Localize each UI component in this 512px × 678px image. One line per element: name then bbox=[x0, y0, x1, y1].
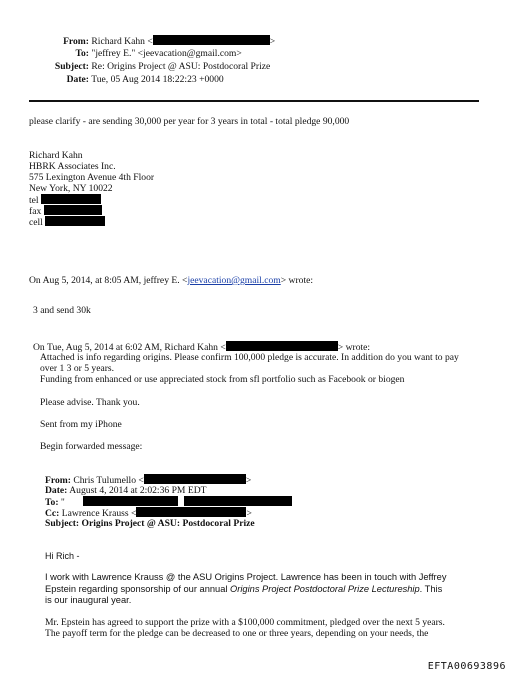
fwd-cc-label: Cc: bbox=[45, 508, 60, 519]
reply2-line2: over 1 3 or 5 years. bbox=[40, 363, 115, 374]
body-line1: please clarify - are sending 30,000 per year for 3 years in total - total pledge 90,000 bbox=[29, 116, 350, 127]
redaction-block bbox=[136, 507, 246, 517]
fwd-from-value: Chris Tulumello < bbox=[73, 475, 144, 486]
subject-value: Re: Origins Project @ ASU: Postdocoral Prize bbox=[91, 61, 271, 72]
redaction-block bbox=[44, 205, 102, 215]
signature-address: 575 Lexington Avenue 4th Floor bbox=[29, 172, 155, 183]
fwd-to-label: To: bbox=[45, 497, 59, 508]
header-subject bbox=[15, 61, 270, 73]
fwd-to-value: " bbox=[60, 497, 65, 508]
signature-name: Richard Kahn bbox=[29, 150, 83, 161]
redaction-block bbox=[226, 341, 338, 351]
sent-from: Sent from my iPhone bbox=[40, 419, 122, 430]
reply1-text: 3 and send 30k bbox=[33, 305, 91, 316]
fwd-para2-b: The payoff term for the pledge can be decreased to one or three years, depending on your needs, the bbox=[45, 628, 429, 639]
redaction-block bbox=[41, 194, 101, 204]
fwd-from: From: Chris Tulumello < > bbox=[45, 475, 252, 486]
fwd-para1-b-end: . This bbox=[419, 583, 443, 594]
reply2-line3: Funding from enhanced or use appreciated stock from sfl portfolio such as Facebook or biogen bbox=[40, 374, 405, 385]
fwd-para2-a: Mr. Epstein has agreed to support the prize with a $100,000 commitment, pledged over the next 5 years. bbox=[45, 617, 445, 628]
header-divider bbox=[29, 100, 479, 102]
fwd-subject-label: Subject: bbox=[45, 518, 80, 529]
signature-company: HBRK Associates Inc. bbox=[29, 161, 116, 172]
redaction-block bbox=[83, 496, 178, 506]
reply2-line1: Attached is info regarding origins. Please confirm 100,000 pledge is accurate. In addition do you want to pay bbox=[40, 352, 459, 363]
fwd-para1-a: I work with Lawrence Krauss @ the ASU Origins Project. Lawrence has been in touch with Jeffrey bbox=[45, 572, 447, 582]
fwd-para1-b bbox=[45, 584, 442, 596]
to-value: "jeffrey E." <jeevacation@gmail.com> bbox=[91, 48, 242, 59]
fwd-para1-c: is our inaugural year. bbox=[45, 595, 132, 605]
date-value: Tue, 05 Aug 2014 18:22:23 +0000 bbox=[91, 74, 224, 85]
fwd-subject bbox=[45, 518, 255, 530]
redaction-block bbox=[45, 216, 105, 226]
fwd-date-value: August 4, 2014 at 2:02:36 PM EDT bbox=[69, 485, 207, 496]
signature-cell bbox=[29, 216, 105, 229]
reply2-prefix: On Tue, Aug 5, 2014 at 6:02 AM, Richard Kahn < bbox=[33, 342, 226, 353]
subject-label: Subject: bbox=[54, 61, 89, 72]
reply1-prefix: On Aug 5, 2014, at 8:05 AM, jeffrey E. < bbox=[29, 275, 188, 286]
from-label: From: bbox=[63, 36, 89, 47]
fwd-cc-value: Lawrence Krauss < bbox=[61, 508, 137, 519]
reply2-suffix: > wrote: bbox=[337, 342, 371, 353]
header-to bbox=[15, 48, 242, 60]
fwd-greeting: Hi Rich - bbox=[45, 551, 80, 561]
begin-forwarded: Begin forwarded message: bbox=[40, 441, 143, 452]
header-from: From: Richard Kahn < > bbox=[15, 35, 275, 48]
fwd-cc: Cc: Lawrence Krauss < > bbox=[45, 508, 252, 519]
to-label: To: bbox=[75, 48, 89, 59]
from-value: Richard Kahn < bbox=[91, 36, 153, 47]
date-label: Date: bbox=[66, 74, 89, 85]
tel-label: tel bbox=[29, 195, 39, 206]
reply1-suffix: > wrote: bbox=[280, 275, 314, 286]
reply1-header bbox=[29, 275, 313, 287]
fwd-para1-b-text: Epstein regarding sponsorship of our annual bbox=[45, 583, 231, 594]
reply1-email-link[interactable]: jeevacation@gmail.com bbox=[187, 275, 281, 286]
header-date bbox=[15, 74, 224, 86]
fwd-subject-value: Origins Project @ ASU: Postdocoral Prize bbox=[81, 518, 255, 529]
bates-number: EFTA00693896 bbox=[427, 661, 506, 672]
redaction-block bbox=[184, 496, 292, 506]
redaction-block bbox=[144, 474, 246, 484]
fwd-date-label: Date: bbox=[45, 485, 68, 496]
fwd-from-label: From: bbox=[45, 475, 71, 486]
please-advise: Please advise. Thank you. bbox=[40, 397, 140, 408]
signature-city: New York, NY 10022 bbox=[29, 183, 113, 194]
cell-label: cell bbox=[29, 217, 43, 228]
fax-label: fax bbox=[29, 206, 42, 217]
redaction-block bbox=[153, 35, 270, 45]
prize-name: Origins Project Postdoctoral Prize Lectureship bbox=[230, 583, 420, 594]
